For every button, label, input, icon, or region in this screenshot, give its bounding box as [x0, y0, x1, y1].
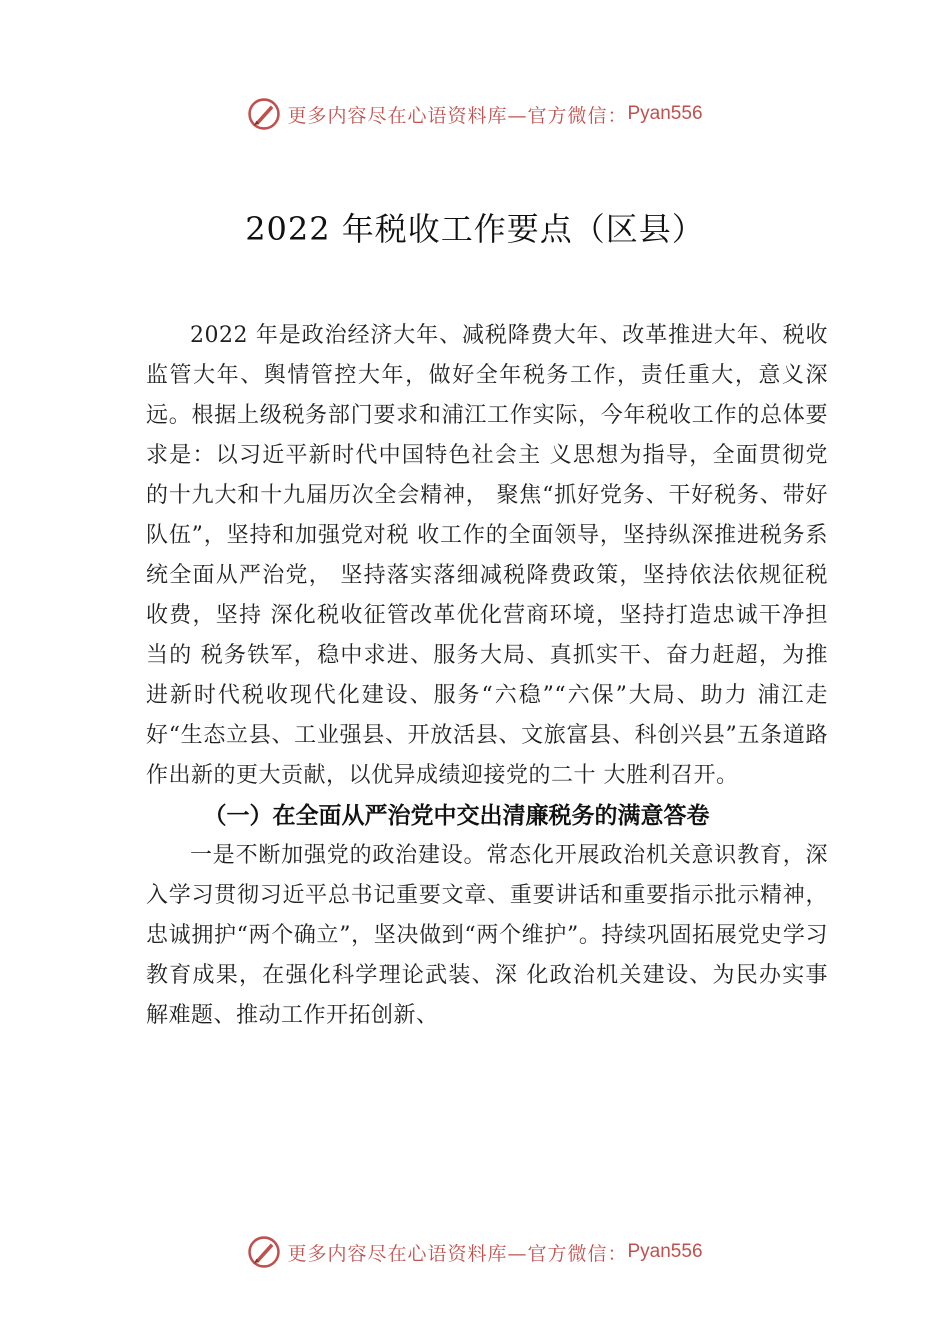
pen-logo-icon	[247, 1235, 281, 1269]
watermark-wechat-id: Pyan556	[627, 103, 703, 124]
watermark-wechat-id: Pyan556	[627, 1241, 703, 1262]
pen-logo-icon	[247, 97, 281, 131]
section-1-paragraph: 一是不断加强党的政治建设。常态化开展政治机关意识教育，深入学习贯彻习近平总书记重要文章、重要讲话和重要指示批示精神，忠诚拥护“两个确立”，坚决做到“两个维护”。持续巩固拓展党史学习教育成果，在强化科学理论武装、深 化政治机关建设、为民办实事解难题、推动工作开拓创新、	[146, 843, 828, 1028]
watermark-text: 更多内容尽在心语资料库—官方微信：	[287, 104, 628, 127]
document-body	[146, 316, 828, 1036]
document-title: 2022 年税收工作要点（区县）	[245, 210, 705, 248]
watermark-banner-bottom	[0, 1232, 950, 1272]
watermark-text: 更多内容尽在心语资料库—官方微信：	[287, 1242, 628, 1265]
intro-paragraph: 2022 年是政治经济大年、减税降费大年、改革推进大年、税收监管大年、舆情管控大年，做好全年税务工作，责任重大，意义深远。根据上级税务部门要求和浦江工作实际，今年税收工作的总体要求是：以习近平新时代中国特色社会主 义思想为指导，全面贯彻党的十九大和十九届历次全会精神， 聚焦“抓好党务、干好税务、带好队伍”，坚持和加强党对税 收工作的全面领导，坚持纵深推进税务系统全面从严治党， 坚持落实落细减税降费政策，坚持依法依规征税收费，坚持 深化税收征管改革优化营商环境，坚持打造忠诚干净担当的 税务铁军，稳中求进、服务大局、真抓实干、奋力赶超，为推进新时代税收现代化建设、服务“六稳”“六保”大局、助力 浦江走好“生态立县、工业强县、开放活县、文旅富县、科创兴县”五条道路作出新的更大贡献，以优异成绩迎接党的二十 大胜利召开。	[146, 323, 828, 788]
section-1-heading: （一）在全面从严治党中交出清廉税务的满意答卷	[203, 803, 710, 829]
watermark-banner-top	[0, 94, 950, 134]
